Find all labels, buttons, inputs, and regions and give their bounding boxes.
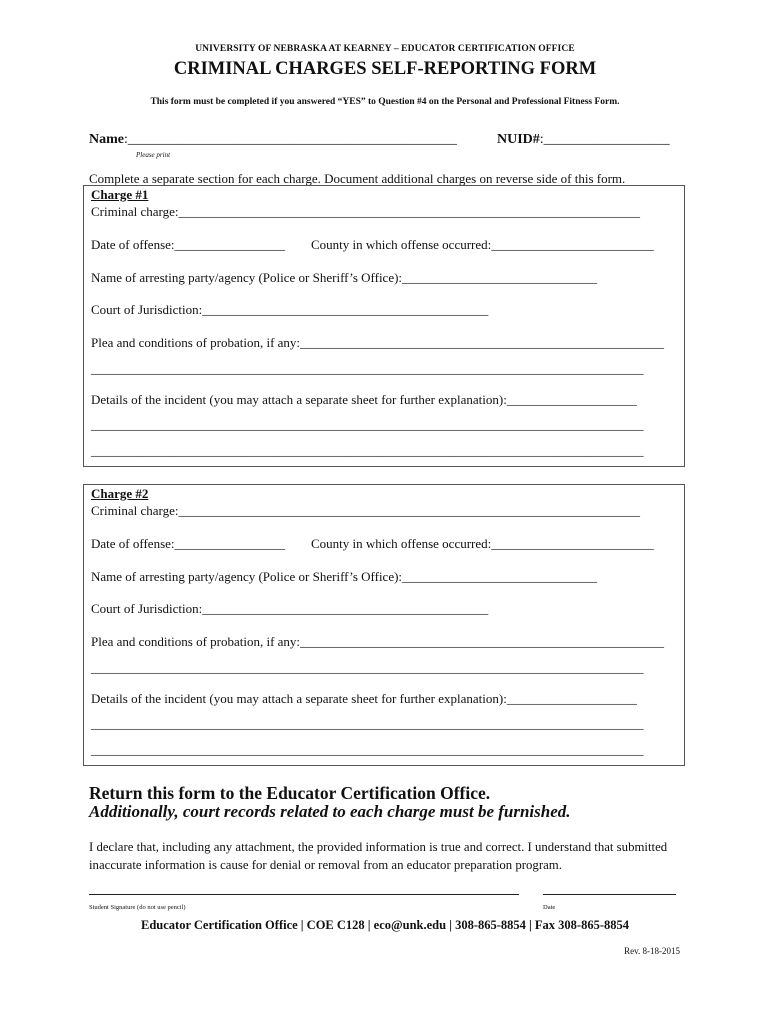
- name-blank[interactable]: :_______________________________________________: [124, 132, 457, 147]
- details-line-2[interactable]: _____________________________________________________________________________________: [91, 716, 644, 731]
- date-of-offense-field[interactable]: Date of offense:_________________: [91, 536, 286, 551]
- plea-line-2[interactable]: _____________________________________________________________________________________: [91, 361, 644, 376]
- court-records-note: Additionally, court records related to each charge must be furnished.: [89, 802, 571, 821]
- office-contact-footer: Educator Certification Office | COE C128 | eco@unk.edu | 308-865-8854 | Fax 308-865-8854: [141, 918, 629, 932]
- arresting-party-field[interactable]: Name of arresting party/agency (Police or Sheriff’s Office):______________________________: [91, 270, 598, 285]
- details-line-3[interactable]: _____________________________________________________________________________________: [91, 443, 644, 458]
- nuid-field[interactable]: [497, 132, 670, 148]
- details-field[interactable]: Details of the incident (you may attach a separate sheet for further explanation):____________________: [91, 392, 637, 407]
- criminal-charge-field[interactable]: Criminal charge:_______________________________________________________________________: [91, 204, 640, 219]
- revision-date: Rev. 8-18-2015: [624, 946, 680, 956]
- details-line-2[interactable]: _____________________________________________________________________________________: [91, 417, 644, 432]
- name-field[interactable]: [89, 132, 457, 148]
- form-instruction: This form must be completed if you answered “YES” to Question #4 on the Personal and Professional Fitness Form.: [150, 97, 620, 107]
- return-instruction: Return this form to the Educator Certification Office.: [89, 783, 491, 803]
- date-label: Date: [543, 904, 556, 911]
- please-print-note: Please print: [136, 151, 171, 159]
- court-field[interactable]: Court of Jurisdiction:____________________________________________: [91, 302, 489, 317]
- details-field[interactable]: Details of the incident (you may attach a separate sheet for further explanation):____________________: [91, 691, 637, 706]
- form-title: CRIMINAL CHARGES SELF-REPORTING FORM: [173, 59, 597, 79]
- county-field[interactable]: County in which offense occurred:_________________________: [311, 237, 654, 252]
- criminal-charge-field[interactable]: Criminal charge:_______________________________________________________________________: [91, 503, 640, 518]
- charge-section-1: [83, 185, 685, 467]
- details-line-3[interactable]: _____________________________________________________________________________________: [91, 742, 644, 757]
- signature-label: Student Signature (do not use pencil): [89, 904, 186, 911]
- plea-field[interactable]: Plea and conditions of probation, if any:________________________________________________________: [91, 335, 665, 350]
- arresting-party-field[interactable]: Name of arresting party/agency (Police or Sheriff’s Office):______________________________: [91, 569, 598, 584]
- nuid-blank[interactable]: :__________________: [539, 132, 670, 147]
- org-header: UNIVERSITY OF NEBRASKA AT KEARNEY – EDUCATOR CERTIFICATION OFFICE: [195, 44, 575, 54]
- declaration-text: I declare that, including any attachment, the provided information is true and correct. I understand that submitted inaccurate information is cause for denial or removal from an educator preparation program.: [89, 840, 668, 872]
- signature-line[interactable]: [89, 894, 519, 895]
- charge-heading: Charge #2: [91, 486, 149, 501]
- section-intro: Complete a separate section for each charge. Document additional charges on reverse side of this form.: [89, 171, 626, 186]
- county-field[interactable]: County in which offense occurred:_________________________: [311, 536, 654, 551]
- charge-section-2: [83, 484, 685, 766]
- date-line[interactable]: [543, 894, 676, 895]
- court-field[interactable]: Court of Jurisdiction:____________________________________________: [91, 601, 489, 616]
- charge-heading: Charge #1: [91, 187, 149, 202]
- plea-line-2[interactable]: _____________________________________________________________________________________: [91, 660, 644, 675]
- nuid-label: NUID#: [497, 132, 540, 147]
- name-label: Name: [89, 132, 124, 147]
- date-of-offense-field[interactable]: Date of offense:_________________: [91, 237, 286, 252]
- plea-field[interactable]: Plea and conditions of probation, if any:________________________________________________________: [91, 634, 665, 649]
